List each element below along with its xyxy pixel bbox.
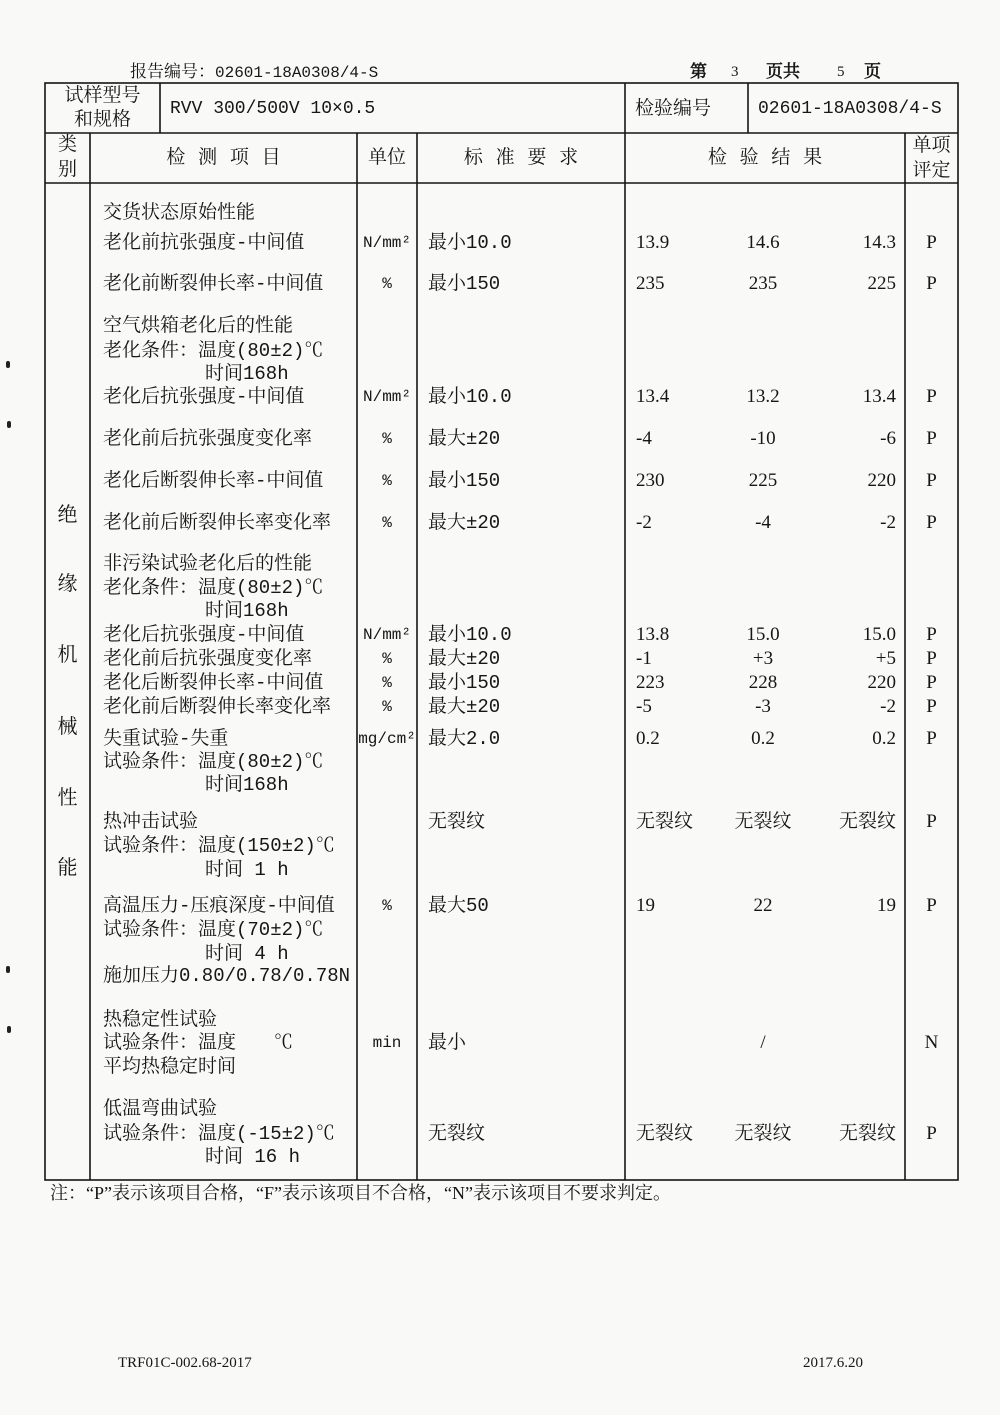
- test-item: 试验条件：温度(150±2)℃: [103, 835, 335, 857]
- test-item: 高温压力-压痕深度-中间值: [103, 895, 335, 917]
- standard-cell: 最大±20: [428, 428, 501, 450]
- result-cell: -10: [750, 428, 776, 449]
- page-prefix: 第: [690, 62, 707, 81]
- result-cell: -2: [880, 512, 896, 533]
- column-evaluation-line1: 单项: [912, 135, 951, 156]
- unit-cell: %: [382, 650, 392, 668]
- unit-cell: %: [382, 698, 392, 716]
- result-cell: 13.8: [636, 624, 670, 645]
- result-cell: 19: [636, 895, 655, 916]
- column-unit: 单位: [367, 147, 406, 168]
- result-cell: 220: [867, 470, 896, 491]
- result-cell: 14.6: [746, 232, 780, 253]
- test-item: 时间168h: [205, 363, 289, 385]
- column-category-line2: 别: [57, 159, 77, 180]
- result-cell: 0.2: [751, 728, 775, 749]
- category-char: 能: [57, 857, 78, 879]
- result-cell: 22: [753, 895, 773, 916]
- unit-cell: N/mm²: [362, 388, 411, 406]
- evaluation-cell: P: [926, 470, 937, 491]
- unit-cell: %: [382, 472, 392, 490]
- test-item: 交货状态原始性能: [103, 202, 256, 224]
- scan-mark: [7, 1026, 11, 1033]
- result-cell: 235: [636, 273, 665, 294]
- test-item: 试验条件：温度(-15±2)℃: [103, 1123, 335, 1145]
- scan-mark: [7, 421, 11, 428]
- unit-cell: %: [382, 514, 392, 532]
- test-item: 热冲击试验: [103, 811, 199, 833]
- issue-date: 2017.6.20: [803, 1355, 863, 1371]
- test-item: 老化前后抗张强度变化率: [103, 648, 313, 670]
- standard-cell: 最大±20: [428, 696, 501, 718]
- evaluation-cell: P: [926, 696, 937, 717]
- evaluation-cell: P: [926, 811, 937, 832]
- report-number-value: 02601-18A0308/4-S: [215, 64, 379, 82]
- category-char: 绝: [57, 504, 78, 526]
- evaluation-cell: P: [926, 512, 937, 533]
- result-cell: 0.2: [636, 728, 660, 749]
- page-suffix: 页: [864, 62, 881, 81]
- test-item: 老化前抗张强度-中间值: [103, 232, 305, 254]
- evaluation-cell: P: [926, 672, 937, 693]
- column-category-line1: 类: [57, 134, 77, 155]
- result-cell: 14.3: [862, 232, 896, 253]
- evaluation-cell: P: [926, 648, 937, 669]
- result-cell: +3: [752, 648, 774, 669]
- unit-cell: mg/cm²: [358, 730, 416, 748]
- test-item: 老化前后抗张强度变化率: [103, 428, 313, 450]
- test-item: 低温弯曲试验: [103, 1098, 218, 1120]
- category-char: 缘: [57, 573, 78, 595]
- result-cell: /: [760, 1032, 766, 1053]
- test-item: 非污染试验老化后的性能: [103, 553, 313, 575]
- result-cell: -2: [880, 696, 896, 717]
- result-cell: 230: [636, 470, 665, 491]
- result-cell: 0.2: [872, 728, 896, 749]
- result-cell: 223: [636, 672, 665, 693]
- standard-cell: 最小: [428, 1032, 467, 1054]
- result-cell: 无裂纹: [636, 811, 694, 832]
- standard-cell: 最小150: [428, 470, 501, 492]
- test-item: 老化前断裂伸长率-中间值: [103, 273, 324, 295]
- standard-cell: 无裂纹: [428, 1123, 486, 1145]
- result-cell: 225: [748, 470, 778, 491]
- test-item: 试验条件：温度(80±2)℃: [103, 751, 324, 773]
- standard-cell: 无裂纹: [428, 811, 486, 833]
- sample-model: RVV 300/500V 10×0.5: [170, 99, 376, 119]
- evaluation-cell: P: [926, 895, 937, 916]
- result-cell: +5: [875, 648, 896, 669]
- page-mid: 页共: [766, 62, 800, 81]
- category-char: 性: [57, 787, 78, 809]
- standard-cell: 最大50: [428, 895, 489, 917]
- test-item: 老化后断裂伸长率-中间值: [103, 470, 324, 492]
- column-test-item: 检 测 项 目: [166, 147, 281, 168]
- test-item: 老化条件：温度(80±2)℃: [103, 340, 324, 362]
- result-cell: 无裂纹: [636, 1123, 694, 1144]
- standard-cell: 最大±20: [428, 648, 501, 670]
- page-current: 3: [731, 64, 739, 80]
- unit-cell: %: [382, 897, 392, 915]
- unit-cell: %: [382, 430, 392, 448]
- result-cell: 235: [748, 273, 778, 294]
- standard-cell: 最小10.0: [428, 386, 512, 408]
- evaluation-cell: P: [926, 232, 937, 253]
- form-code: TRF01C-002.68-2017: [118, 1355, 252, 1371]
- result-cell: 13.4: [862, 386, 896, 407]
- test-item: 老化后断裂伸长率-中间值: [103, 672, 324, 694]
- evaluation-cell: P: [926, 273, 937, 294]
- result-cell: 19: [877, 895, 896, 916]
- test-item: 老化前后断裂伸长率变化率: [103, 696, 332, 718]
- test-item: 老化前后断裂伸长率变化率: [103, 512, 332, 534]
- page-total: 5: [837, 64, 845, 80]
- test-item: 时间168h: [205, 774, 289, 796]
- test-item: 时间 1 h: [205, 859, 289, 881]
- result-cell: -4: [636, 428, 652, 449]
- unit-cell: N/mm²: [362, 234, 411, 252]
- result-cell: -2: [636, 512, 652, 533]
- report-number-label: 报告编号：: [130, 62, 215, 81]
- test-item: 老化条件：温度(80±2)℃: [103, 577, 324, 599]
- inspection-number-label: 检验编号: [635, 98, 712, 119]
- test-item: 试验条件：温度 ℃: [103, 1032, 294, 1054]
- result-cell: 228: [748, 672, 778, 693]
- evaluation-cell: P: [926, 728, 937, 749]
- category-char: 械: [57, 716, 78, 738]
- evaluation-cell: P: [926, 428, 937, 449]
- standard-cell: 最小150: [428, 672, 501, 694]
- test-item: 空气烘箱老化后的性能: [103, 315, 294, 337]
- sample-label-line2: 和规格: [73, 109, 131, 130]
- standard-cell: 最大2.0: [428, 728, 501, 750]
- result-cell: 225: [867, 273, 896, 294]
- standard-cell: 最小150: [428, 273, 501, 295]
- result-cell: 无裂纹: [838, 1123, 896, 1144]
- scan-mark: [6, 361, 10, 368]
- unit-cell: %: [382, 275, 392, 293]
- test-item: 施加压力0.80/0.78/0.78N: [103, 965, 351, 987]
- inspection-number: 02601-18A0308/4-S: [758, 99, 942, 119]
- evaluation-cell: N: [924, 1032, 939, 1053]
- test-item: 时间 16 h: [205, 1146, 301, 1168]
- result-cell: -5: [636, 696, 652, 717]
- standard-cell: 最小10.0: [428, 232, 512, 254]
- standard-cell: 最小10.0: [428, 624, 512, 646]
- sample-label-line1: 试样型号: [64, 85, 141, 106]
- test-item: 失重试验-失重: [103, 728, 229, 750]
- unit-cell: N/mm²: [362, 626, 411, 644]
- result-cell: 220: [867, 672, 896, 693]
- result-cell: -4: [755, 512, 771, 533]
- test-item: 时间 4 h: [205, 943, 289, 965]
- result-cell: 无裂纹: [838, 811, 896, 832]
- result-cell: 13.9: [636, 232, 670, 253]
- evaluation-cell: P: [926, 1123, 937, 1144]
- test-item: 老化后抗张强度-中间值: [103, 624, 305, 646]
- column-evaluation-line2: 评定: [912, 160, 951, 181]
- unit-cell: %: [382, 674, 392, 692]
- test-item: 老化后抗张强度-中间值: [103, 386, 305, 408]
- test-item: 时间168h: [205, 600, 289, 622]
- result-cell: 无裂纹: [734, 1123, 792, 1144]
- result-cell: 15.0: [862, 624, 896, 645]
- result-cell: 无裂纹: [734, 811, 792, 832]
- result-cell: 13.2: [746, 386, 780, 407]
- footnote: 注：“P”表示该项目合格，“F”表示该项目不合格，“N”表示该项目不要求判定。: [50, 1183, 671, 1203]
- test-item: 热稳定性试验: [103, 1009, 218, 1031]
- evaluation-cell: P: [926, 624, 937, 645]
- result-cell: 13.4: [636, 386, 670, 407]
- result-cell: -3: [755, 696, 771, 717]
- result-cell: -6: [880, 428, 896, 449]
- unit-cell: min: [372, 1034, 402, 1052]
- test-item: 试验条件：温度(70±2)℃: [103, 919, 324, 941]
- standard-cell: 最大±20: [428, 512, 501, 534]
- category-char: 机: [57, 644, 78, 666]
- test-item: 平均热稳定时间: [103, 1056, 237, 1078]
- result-cell: -1: [636, 648, 652, 669]
- scan-mark: [6, 966, 10, 973]
- column-results: 检 验 结 果: [707, 147, 823, 168]
- evaluation-cell: P: [926, 386, 937, 407]
- result-cell: 15.0: [746, 624, 780, 645]
- column-standard: 标 准 要 求: [463, 147, 579, 168]
